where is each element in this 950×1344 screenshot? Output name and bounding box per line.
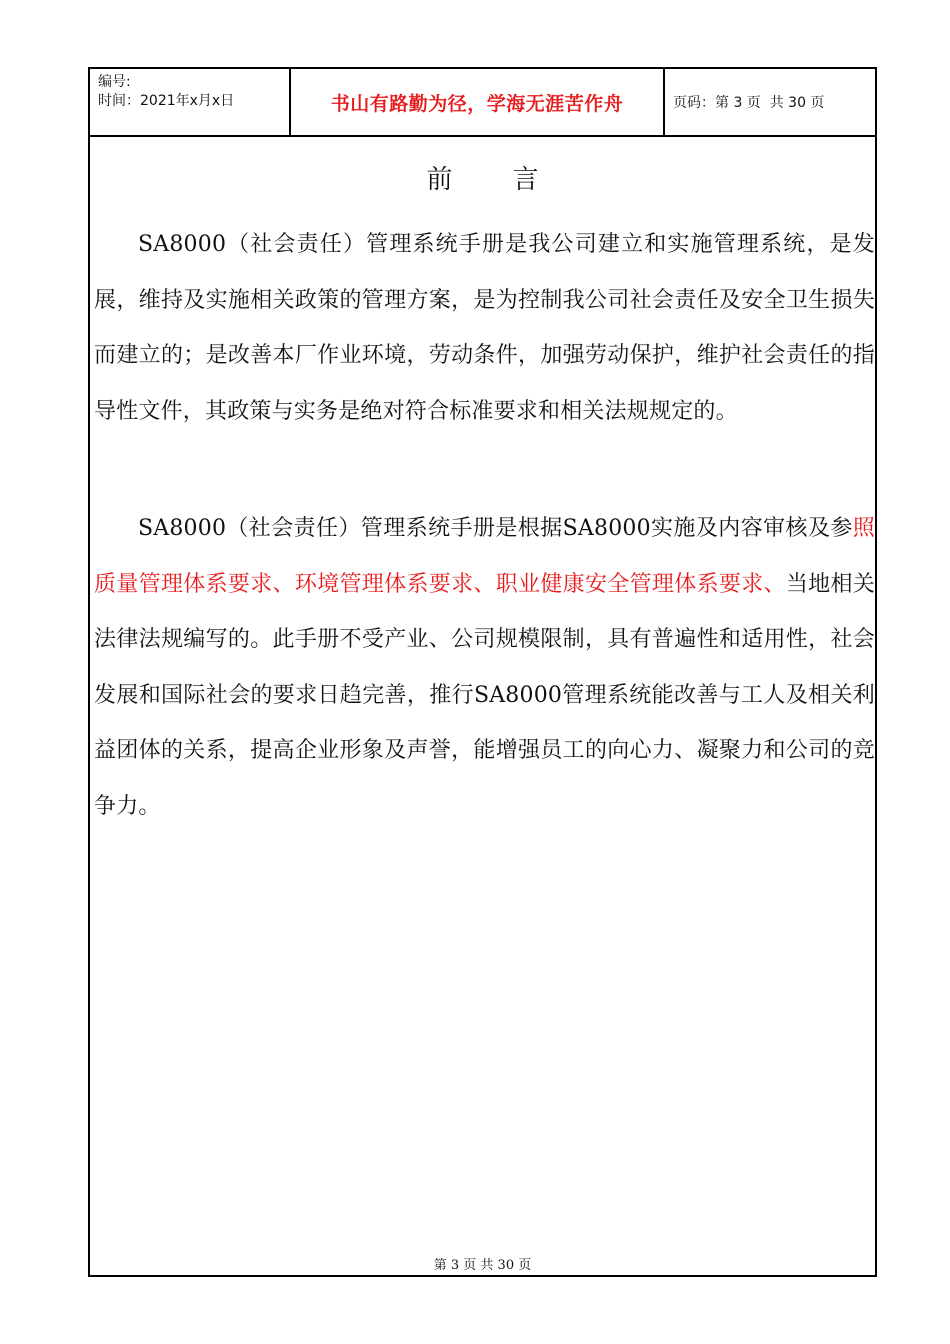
paragraph-2-before: SA8000（社会责任）管理系统手册是根据SA8000实施及内容审核及参 [138,516,853,541]
page-footer: 第 3 页 共 30 页 [433,1258,532,1273]
paragraph-2-after: 当地相关法律法规编写的。此手册不受产业、公司规模限制，具有普遍性和适用性，社会发展和国际社会的要求日趋完善，推行SA8000管理系统能改善与工人及相关利益团体的关系，提高企业形象及声誉，能增强员工的向心力、凝聚力和公司的竞争力。 [94,571,875,819]
date-label: 时间：2021年x月x日 [98,93,235,109]
motto: 书山有路勤为径，学海无涯苦作舟 [291,69,665,135]
header-meta-cell [90,69,291,135]
paragraph-2-highlight: 照质量管理体系要求、环境管理体系要求、职业健康安全管理体系要求、 [94,516,875,597]
paragraph-1-text: SA8000（社会责任）管理系统手册是我公司建立和实施管理系统，是发展，维持及实施相关政策的管理方案，是为控制我公司社会责任及安全卫生损失而建立的；是改善本厂作业环境，劳动条件，加强劳动保护，维护社会责任的指导性文件，其政策与实务是绝对符合标准要求和相关法规规定的。 [94,232,875,424]
page-info: 页码：第 3 页 共 30 页 [673,95,825,111]
header-table [90,69,875,137]
number-label: 编号: [98,74,131,90]
paragraph-1 [94,217,875,439]
page-title: 前言 [426,165,599,195]
paragraph-2 [94,501,875,834]
document-frame [88,67,877,1277]
